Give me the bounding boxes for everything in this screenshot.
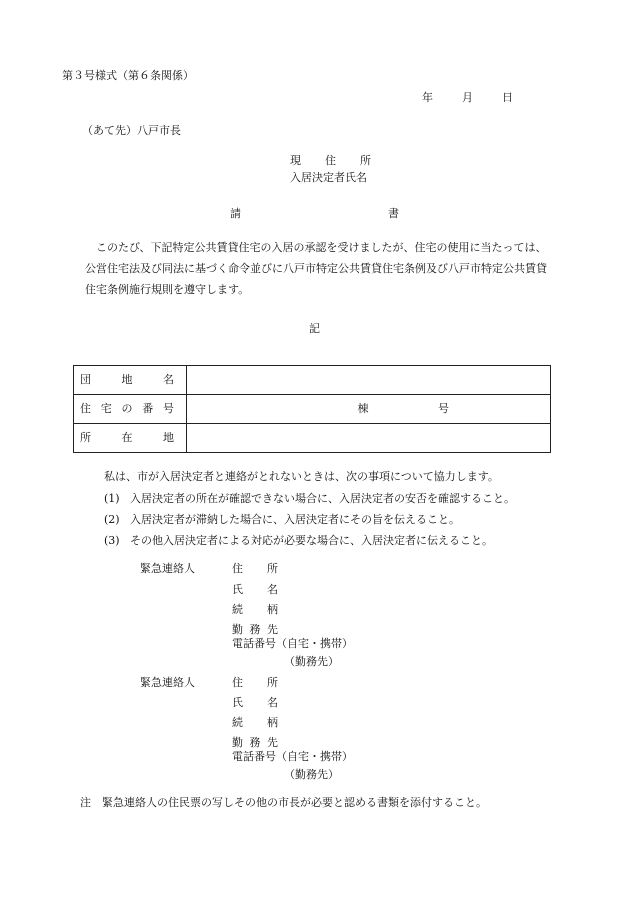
- ki-label: 記: [309, 322, 320, 335]
- housing-info-table: [73, 365, 551, 453]
- table-row: [74, 366, 551, 395]
- date-day: 日: [502, 91, 513, 104]
- attachment-note: 注 緊急連絡人の住民票の写しその他の市長が必要と認める書類を添付すること。: [80, 796, 487, 809]
- housing-number-label: 住 宅 の 番 号: [80, 402, 174, 416]
- cooperation-intro: 私は、市が入居決定者と連絡がとれないときは、次の事項について協力します。: [104, 470, 499, 483]
- addressee: （あて先）八戸市長: [82, 124, 181, 137]
- emergency-contact-heading: 緊急連絡人: [140, 562, 195, 575]
- contact-phone-label: 電話番号（自宅・携帯）: [232, 750, 353, 763]
- cooperation-item: (2) 入居決定者が滞納した場合に、入居決定者にその旨を伝えること。: [104, 513, 460, 526]
- contact-address-label: 住 所: [232, 562, 278, 575]
- cooperation-item: (1) 入居決定者の所在が確認できない場合に、入居決定者の安否を確認すること。: [104, 492, 515, 505]
- date-line: [422, 91, 513, 104]
- location-label: 所 在 地: [80, 431, 174, 445]
- contact-phone-work-label: （勤務先）: [284, 655, 339, 668]
- contact-workplace-label: 勤 務 先: [232, 623, 278, 636]
- contact-phone-work-label: （勤務先）: [284, 768, 339, 781]
- date-month: 月: [462, 91, 473, 104]
- contact-address-label: 住 所: [232, 676, 278, 689]
- cooperation-item: (3) その他入居決定者による対応が必要な場合に、入居決定者に伝えること。: [104, 534, 493, 547]
- unit-number-label: 号: [438, 402, 449, 416]
- form-number: 第３号様式（第６条関係）: [62, 69, 194, 82]
- applicant-address-label: 現 住 所: [290, 154, 371, 167]
- danchi-name-label: 団 地 名: [80, 373, 174, 387]
- building-label: 棟: [357, 402, 369, 416]
- body-text: このたび、下記特定公共賃貸住宅の入居の承認を受けましたが、住宅の使用に当たっては、公営住宅法及び同法に基づく命令並びに八戸市特定公共賃貸住宅条例及び八戸市特定公共賃貸住宅条例施行規則を遵守します。: [85, 241, 547, 296]
- table-row: [74, 424, 551, 453]
- contact-relation-label: 続 柄: [232, 603, 278, 616]
- emergency-contact-heading: 緊急連絡人: [140, 676, 195, 689]
- document-title-left: 請: [230, 207, 241, 220]
- contact-workplace-label: 勤 務 先: [232, 736, 278, 749]
- contact-phone-label: 電話番号（自宅・携帯）: [232, 637, 353, 650]
- location-field[interactable]: [187, 424, 551, 453]
- document-title-right: 書: [388, 207, 399, 220]
- contact-name-label: 氏 名: [232, 583, 278, 596]
- contact-name-label: 氏 名: [232, 696, 278, 709]
- table-row: [74, 395, 551, 424]
- date-year: 年: [422, 91, 433, 104]
- contact-relation-label: 続 柄: [232, 716, 278, 729]
- applicant-name-label: 入居決定者氏名: [290, 171, 367, 184]
- danchi-name-field[interactable]: [187, 366, 551, 395]
- housing-number-field[interactable]: [187, 395, 551, 424]
